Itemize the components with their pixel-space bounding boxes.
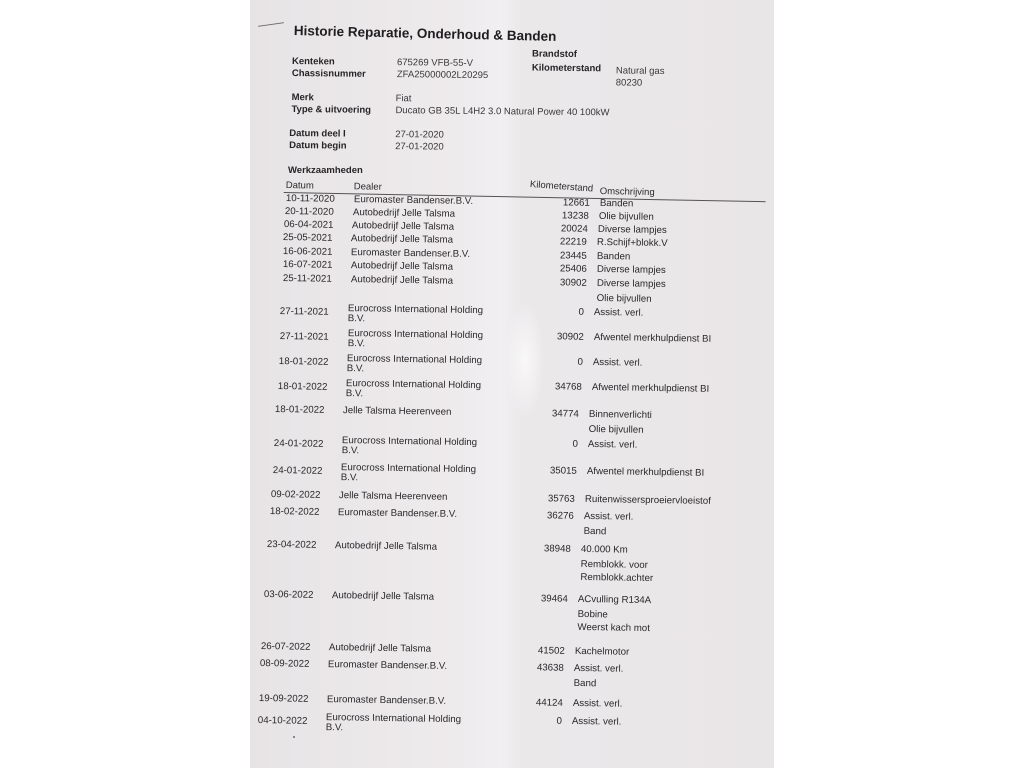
cell-omschrijving: Ruitenwissersproeiervloeistof <box>584 493 711 507</box>
cell-dealer: B.V. <box>347 338 366 350</box>
cell-datum: 18-01-2022 <box>277 380 328 393</box>
document-title: Historie Reparatie, Onderhoud & Banden <box>293 23 557 44</box>
cell-datum: 25-11-2021 <box>282 273 332 285</box>
cell-dealer: B.V. <box>345 388 364 400</box>
cell-dealer: B.V. <box>346 363 365 375</box>
werkzaamheden-table <box>250 0 774 768</box>
cell-km: 13238 <box>561 210 589 222</box>
col-omschrijving: Omschrijving <box>599 186 655 199</box>
cell-km: 20024 <box>560 223 588 235</box>
kenteken-label: Kenteken <box>291 56 335 68</box>
cell-datum: 27-11-2021 <box>279 330 329 343</box>
col-datum: Datum <box>285 179 314 192</box>
cell-omschrijving: Assist. verl. <box>573 662 624 675</box>
cell-km: 0 <box>572 438 578 450</box>
cell-dealer: Autobedrijf Jelle Talsma <box>351 220 455 233</box>
cell-dealer: Euromaster Bandenser.B.V. <box>337 507 458 520</box>
section-title: Werkzaamheden <box>288 165 363 176</box>
cell-omschrijving: Assist. verl. <box>583 510 634 523</box>
table-row <box>250 506 774 541</box>
cell-dealer: Euromaster Bandenser.B.V. <box>326 694 447 707</box>
brandstof-value: Natural gas <box>615 65 665 77</box>
cell-datum: 06-04-2021 <box>283 219 334 231</box>
cell-datum: 09-02-2022 <box>270 489 321 501</box>
datum-begin-label: Datum begin <box>289 139 347 152</box>
cell-km: 25406 <box>559 263 587 275</box>
cell-omschrijving: R.Schijf+blokk.V <box>596 236 668 250</box>
cell-datum: 20-11-2020 <box>284 206 334 218</box>
datum-begin-value: 27-01-2020 <box>395 141 444 153</box>
cell-omschrijving: Afwentel merkhulpdienst BI <box>591 381 710 395</box>
cell-datum: 23-04-2022 <box>266 539 317 551</box>
cell-dealer: Eurocross International Holding <box>340 462 477 476</box>
cell-datum: 24-01-2022 <box>272 464 323 477</box>
table-row <box>250 658 774 693</box>
cell-omschrijving: Assist. verl. <box>587 438 638 451</box>
cell-km: 22219 <box>559 236 587 248</box>
cell-omschrijving: Olie bijvullen <box>598 210 654 223</box>
table-row <box>250 539 774 588</box>
cell-dealer: Eurocross International Holding <box>347 303 484 317</box>
cell-omschrijving: Kachelmotor <box>574 645 630 658</box>
cell-datum: 18-02-2022 <box>269 506 320 518</box>
chassis-label: Chassisnummer <box>291 68 366 80</box>
cell-km: 43638 <box>536 662 564 674</box>
cell-km: 41502 <box>537 645 565 657</box>
cell-omschrijving: Assist. verl. <box>593 306 644 319</box>
cell-km: 12661 <box>562 197 590 209</box>
cell-km: 30902 <box>559 277 587 289</box>
cell-omschrijving: Diverse lampjes <box>597 223 667 237</box>
cell-omschrijving: Binnenverlichti <box>588 408 652 421</box>
km-value: 80230 <box>615 77 643 89</box>
cell-dealer: Eurocross International Holding <box>325 712 462 726</box>
cell-dealer: Jelle Talsma Heerenveen <box>342 405 452 418</box>
cell-dealer: B.V. <box>325 722 344 734</box>
col-dealer: Dealer <box>353 181 382 193</box>
cell-km: 23445 <box>559 250 587 262</box>
cell-omschrijving: Remblokk. voor <box>580 558 649 571</box>
cell-omschrijving: Assist. verl. <box>571 715 622 728</box>
cell-km: 0 <box>578 306 584 318</box>
cell-omschrijving: Banden <box>599 197 634 210</box>
table-row <box>250 711 774 746</box>
cell-dealer: Jelle Talsma Heerenveen <box>338 490 448 503</box>
cell-km: 35015 <box>549 465 577 477</box>
col-km: Kilometerstand <box>529 179 594 195</box>
cell-km: 44124 <box>535 697 563 709</box>
cell-datum: 24-01-2022 <box>273 437 324 450</box>
cell-datum: 10-11-2020 <box>285 193 335 205</box>
cell-omschrijving: 40.000 Km <box>580 543 628 556</box>
cell-dealer: Eurocross International Holding <box>341 435 478 449</box>
merk-label: Merk <box>291 92 314 104</box>
cell-dealer: Euromaster Bandenser.B.V. <box>353 194 474 207</box>
cell-omschrijving: Assist. verl. <box>572 697 623 710</box>
cell-dealer: Autobedrijf Jelle Talsma <box>350 233 454 246</box>
chassis-value: ZFA25000002L20295 <box>396 69 489 82</box>
cell-omschrijving: Afwentel merkhulpdienst BI <box>593 331 712 345</box>
cell-omschrijving: Diverse lampjes <box>596 263 666 277</box>
cell-datum: 03-06-2022 <box>263 589 314 601</box>
cell-km: 0 <box>556 715 562 727</box>
cell-datum: 27-11-2021 <box>279 305 329 318</box>
table-row <box>250 589 774 638</box>
cell-omschrijving: ACvulling R134A <box>577 593 652 607</box>
cell-datum: 04-10-2022 <box>257 714 308 727</box>
cell-dealer: B.V. <box>347 313 366 325</box>
cell-dealer: Eurocross International Holding <box>346 353 483 367</box>
datum-deel-value: 27-01-2020 <box>395 129 444 141</box>
cell-omschrijving: Diverse lampjes <box>596 277 666 291</box>
cell-dealer: B.V. <box>340 472 359 484</box>
cell-dealer: Autobedrijf Jelle Talsma <box>334 540 438 553</box>
datum-deel-label: Datum deel I <box>289 127 346 140</box>
cell-dealer: Euromaster Bandenser.B.V. <box>327 659 448 672</box>
cell-omschrijving: Weerst kach mot <box>577 621 651 635</box>
cell-datum: 16-06-2021 <box>282 246 333 258</box>
cell-datum: 08-09-2022 <box>259 658 310 670</box>
merk-value: Fiat <box>395 93 412 105</box>
cell-omschrijving: Band <box>573 677 597 689</box>
cell-omschrijving: Remblokk.achter <box>580 571 654 585</box>
cell-km: 34774 <box>551 408 579 420</box>
cell-datum: 26-07-2022 <box>260 641 311 653</box>
cell-dealer: Autobedrijf Jelle Talsma <box>350 274 454 287</box>
cell-dealer: Eurocross International Holding <box>347 328 484 342</box>
cell-km: 35763 <box>547 493 575 505</box>
document-page <box>250 0 774 768</box>
cell-dealer: Autobedrijf Jelle Talsma <box>328 642 432 655</box>
cell-km: 30902 <box>556 331 584 343</box>
cell-datum: 16-07-2021 <box>282 259 333 271</box>
cell-omschrijving: Afwentel merkhulpdienst BI <box>586 465 705 479</box>
cell-omschrijving: Band <box>583 525 607 537</box>
brandstof-label: Brandstof <box>532 48 578 61</box>
cell-datum: 25-05-2021 <box>282 232 333 244</box>
cell-km: 39464 <box>540 593 568 605</box>
cell-omschrijving: Bobine <box>577 608 608 620</box>
cell-omschrijving: Assist. verl. <box>592 356 643 369</box>
cell-dealer: Autobedrijf Jelle Talsma <box>331 590 435 603</box>
cell-datum: 18-01-2022 <box>274 404 325 416</box>
ink-dot <box>293 736 295 738</box>
cell-km: 34768 <box>554 381 582 393</box>
km-label: Kilometerstand <box>531 62 602 75</box>
cell-km: 38948 <box>543 543 571 555</box>
cell-omschrijving: Olie bijvullen <box>588 423 644 436</box>
cell-dealer: Euromaster Bandenser.B.V. <box>350 247 471 260</box>
cell-omschrijving: Olie bijvullen <box>596 292 652 305</box>
type-label: Type & uitvoering <box>291 104 372 116</box>
cell-datum: 18-01-2022 <box>278 355 329 368</box>
cell-km: 36276 <box>546 510 574 522</box>
cell-omschrijving: Banden <box>596 250 631 263</box>
cell-dealer: Autobedrijf Jelle Talsma <box>352 207 456 220</box>
cell-datum: 19-09-2022 <box>258 693 309 705</box>
kenteken-value: 675269 VFB-55-V <box>396 57 474 69</box>
cell-dealer: Autobedrijf Jelle Talsma <box>350 260 454 273</box>
cell-km: 0 <box>577 356 583 368</box>
type-value: Ducato GB 35L L4H2 3.0 Natural Power 40 100kW <box>395 105 610 119</box>
cell-dealer: Eurocross International Holding <box>345 378 482 392</box>
cell-dealer: B.V. <box>341 445 360 457</box>
